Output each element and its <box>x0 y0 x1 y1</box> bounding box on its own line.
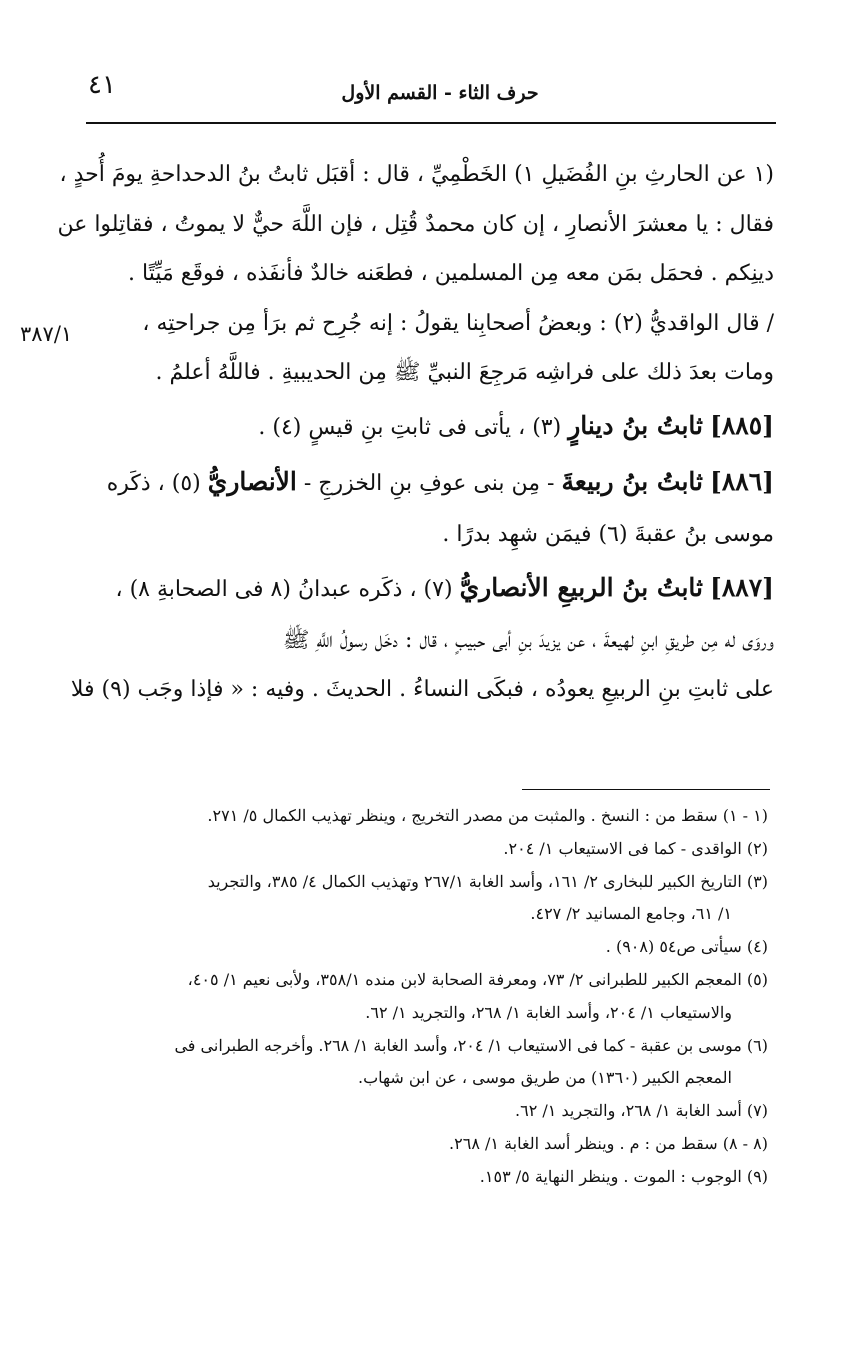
footnote-line: (٢) الواقدى - كما فى الاستيعاب ١/ ٢٠٤. <box>503 838 768 858</box>
footnote-line: (٩) الوجوب : الموت . وينظر النهاية ٥/ ١٥٣. <box>479 1166 768 1186</box>
footnote-line: (٥) المعجم الكبير للطبرانى ٢/ ٧٣، ومعرفة الصحابة لابن منده ٣٥٨/١، ولأبى نعيم ١/ ٤٠٥، <box>187 969 768 989</box>
entry-number: [٨٨٧] <box>710 572 774 602</box>
footnote-line: (٨ - ٨) سقط من : م . وينظر أسد الغابة ١/ ٢٦٨. <box>449 1133 768 1153</box>
page-number: ٤١ <box>88 70 116 100</box>
footnote-line: (٦) موسى بن عقبة - كما فى الاستيعاب ١/ ٢٠٤، وأسد الغابة ١/ ٢٦٨. وأخرجه الطبرانى فى <box>174 1035 768 1055</box>
body-line: (١ عن الحارثِ بنِ الفُضَيلِ ١) الخَطْمِيِّ ، قال : أقبَل ثابتُ بنُ الدحداحةِ يومَ أُحدٍ ، <box>59 162 774 187</box>
footnote-divider <box>522 789 770 790</box>
body-line: ومات بعدَ ذلك على فراشِه مَرجِعَ النبيِّ ﷺ مِن الحديبيةِ . فاللَّهُ أعلمُ . <box>155 360 774 385</box>
entry-name-nisba: الأنصاريُّ <box>207 466 297 496</box>
body-line: دينِكم . فحمَل بمَن معه مِن المسلمين ، فطعَنه خالدٌ فأنفَذه ، فوقَع مَيِّتًا . <box>128 261 774 286</box>
footnote-line: والاستيعاب ١/ ٢٠٤، وأسد الغابة ١/ ٢٦٨، والتجريد ١/ ٦٢. <box>365 1002 732 1022</box>
entry-text: - مِن بنى عوفِ بنِ الخزرجِ - <box>303 470 555 496</box>
entry-886 <box>84 454 774 510</box>
entry-name: ثابتُ بنُ ربيعةَ <box>561 466 704 496</box>
footnote-line: (٧) أسد الغابة ١/ ٢٦٨، والتجريد ١/ ٦٢. <box>515 1101 768 1121</box>
entry-885 <box>84 398 774 454</box>
footnote-line: (٣) التاريخ الكبير للبخارى ٢/ ١٦١، وأسد الغابة ٢٦٧/١ وتهذيب الكمال ٤/ ٣٨٥، والتجريد <box>207 871 768 891</box>
entry-name: ثابتُ بنُ الربيعِ الأنصاريُّ <box>459 572 704 602</box>
main-text <box>57 150 774 715</box>
entry-text: (٣) ، يأتى فى ثابتِ بنِ قيسٍ (٤) . <box>258 414 562 440</box>
header-divider <box>86 122 776 124</box>
entry-text: (٧) ، ذكَره عبدانُ (٨ فى الصحابةِ ٨) ، <box>115 576 453 602</box>
body-line: / قال الواقديُّ (٢) : وبعضُ أصحابِنا يقولُ : إنه جُرِح ثم برَأ مِن جراحتِه ، <box>142 310 774 336</box>
footnote-line: المعجم الكبير (١٣٦٠) من طريق موسى ، عن ابن شهاب. <box>357 1068 732 1088</box>
footnote-line: (٤) سيأتى ص٥٤ (٩٠٨) . <box>605 937 768 957</box>
entry-number: [٨٨٦] <box>710 466 774 496</box>
entry-name: ثابتُ بنُ دينارٍ <box>568 410 704 440</box>
footnotes <box>78 800 768 1194</box>
body-line: فقال : يا معشرَ الأنصارِ ، إن كان محمدٌ قُتِل ، فإن اللَّهَ حيٌّ لا يموتُ ، فقاتِلوا عن <box>57 211 774 237</box>
entry-887 <box>84 560 774 616</box>
body-line: وروَى له مِن طريقِ ابنِ لهيعةَ ، عن يزيدَ بنِ أبى حبيبٍ ، قال : دخَل رسولُ اللَّهِ ﷺ <box>282 627 774 653</box>
footnote-line: (١ - ١) سقط من : النسخ . والمثبت من مصدر التخريج ، وينظر تهذيب الكمال ٥/ ٢٧١. <box>207 806 768 825</box>
footnote-line: ١/ ٦١، وجامع المسانيد ٢/ ٤٢٧. <box>530 904 732 924</box>
entry-number: [٨٨٥] <box>710 410 774 440</box>
margin-page-reference: ٣٨٧/١ <box>20 322 73 346</box>
entry-text: (٥) ، ذكَره <box>106 470 201 496</box>
running-header-title: حرف الثاء - القسم الأول <box>341 82 539 104</box>
body-line: على ثابتِ بنِ الربيعِ يعودُه ، فبكَى النساءُ . الحديثَ . وفيه : « فإذا وجَب (٩) فلا <box>70 677 774 703</box>
body-line: موسى بنُ عقبةَ (٦) فيمَن شهِد بدرًا . <box>442 522 774 547</box>
